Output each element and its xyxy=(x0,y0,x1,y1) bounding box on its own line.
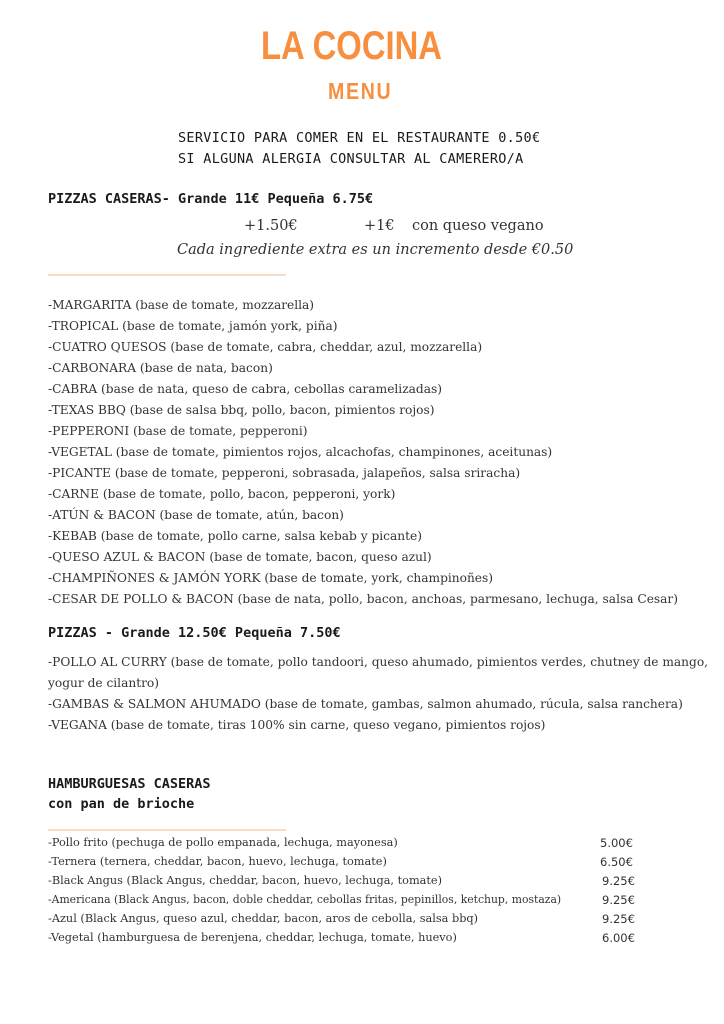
list-item: -KEBAB (base de tomate, pollo carne, salsa kebab y picante) xyxy=(48,529,422,543)
list-item: -VEGANA (base de tomate, tiras 100% sin carne, queso vegano, pimientos rojos) xyxy=(48,718,546,732)
vegan-extra-pequena: +1€ xyxy=(364,218,395,234)
list-item: -PICANTE (base de tomate, pepperoni, sobrasada, jalapeños, salsa sriracha) xyxy=(48,466,521,480)
list-item: -VEGETAL (base de tomate, pimientos rojos, alcachofas, champinones, aceitunas) xyxy=(48,445,553,459)
item-price: 5.00€ xyxy=(600,836,633,850)
list-item: -MARGARITA (base de tomate, mozzarella) xyxy=(48,298,315,312)
hamburguesas-subheading: con pan de brioche xyxy=(48,796,195,812)
item-price: 9.25€ xyxy=(602,893,635,907)
hamburguesas-heading: HAMBURGUESAS CASERAS xyxy=(48,776,211,792)
section-divider xyxy=(48,829,286,831)
list-item: -CHAMPIÑONES & JAMÓN YORK (base de tomate, york, champinoñes) xyxy=(48,571,494,585)
item-price: 9.25€ xyxy=(602,874,635,888)
item-price: 6.00€ xyxy=(602,931,635,945)
item-name: -Ternera (ternera, cheddar, bacon, huevo, lechuga, tomate) xyxy=(48,855,387,868)
list-item: -QUESO AZUL & BACON (base de tomate, bacon, queso azul) xyxy=(48,550,432,564)
list-item: -CARBONARA (base de nata, bacon) xyxy=(48,361,273,375)
list-item: yogur de cilantro) xyxy=(48,676,160,690)
service-charge-notice: SERVICIO PARA COMER EN EL RESTAURANTE 0.50€ xyxy=(178,130,541,146)
pizzas-heading: PIZZAS - Grande 12.50€ Pequeña 7.50€ xyxy=(48,625,341,641)
item-name: -Americana (Black Angus, bacon, doble cheddar, cebollas fritas, pepinillos, ketchup, mostaza) xyxy=(48,893,562,906)
list-item: -CARNE (base de tomate, pollo, bacon, pepperoni, york) xyxy=(48,487,396,501)
extra-ingredient-note: Cada ingrediente extra es un incremento desde €0.50 xyxy=(177,242,574,258)
restaurant-title: LA COCINA xyxy=(261,24,443,68)
menu-subtitle: MENU xyxy=(328,78,393,104)
list-item: -ATÚN & BACON (base de tomate, atún, bacon) xyxy=(48,508,344,522)
item-name: -Azul (Black Angus, queso azul, cheddar, bacon, aros de cebolla, salsa bbq) xyxy=(48,912,479,925)
allergy-notice: SI ALGUNA ALERGIA CONSULTAR AL CAMERERO/A xyxy=(178,151,524,167)
pizzas-caseras-heading: PIZZAS CASERAS- Grande 11€ Pequeña 6.75€ xyxy=(48,191,374,207)
list-item: -POLLO AL CURRY (base de tomate, pollo tandoori, queso ahumado, pimientos verdes, chutney de mango, xyxy=(48,655,709,669)
list-item: -GAMBAS & SALMON AHUMADO (base de tomate, gambas, salmon ahumado, rúcula, salsa ranchera) xyxy=(48,697,683,711)
list-item: -TEXAS BBQ (base de salsa bbq, pollo, bacon, pimientos rojos) xyxy=(48,403,435,417)
list-item: -TROPICAL (base de tomate, jamón york, piña) xyxy=(48,319,338,333)
item-name: -Pollo frito (pechuga de pollo empanada, lechuga, mayonesa) xyxy=(48,836,398,849)
item-name: -Black Angus (Black Angus, cheddar, bacon, huevo, lechuga, tomate) xyxy=(48,874,443,887)
vegan-extra-grande: +1.50€ xyxy=(244,218,298,234)
list-item: -CUATRO QUESOS (base de tomate, cabra, cheddar, azul, mozzarella) xyxy=(48,340,483,354)
vegan-label: con queso vegano xyxy=(412,218,544,234)
item-price: 6.50€ xyxy=(600,855,633,869)
item-price: 9.25€ xyxy=(602,912,635,926)
list-item: -PEPPERONI (base de tomate, pepperoni) xyxy=(48,424,308,438)
section-divider xyxy=(48,274,286,276)
item-name: -Vegetal (hamburguesa de berenjena, cheddar, lechuga, tomate, huevo) xyxy=(48,931,457,944)
list-item: -CABRA (base de nata, queso de cabra, cebollas caramelizadas) xyxy=(48,382,442,396)
list-item: -CESAR DE POLLO & BACON (base de nata, pollo, bacon, anchoas, parmesano, lechuga, salsa Cesar) xyxy=(48,592,679,606)
